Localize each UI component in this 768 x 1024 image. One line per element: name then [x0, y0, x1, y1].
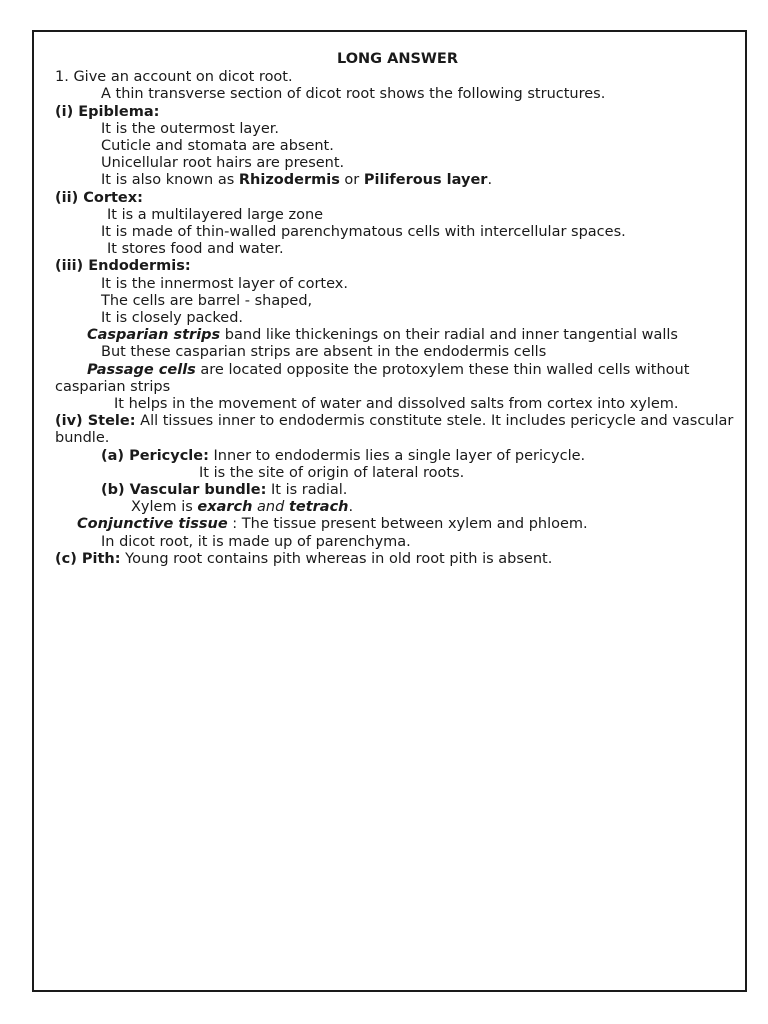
endodermis-line-3: It is closely packed.: [101, 310, 244, 327]
vascular-bundle-line: [55, 482, 740, 499]
epiblema-l4-pre: It is also known as: [101, 172, 239, 189]
tetrach-term: tetrach: [288, 499, 349, 516]
passage-rest: are located opposite the protoxylem these thin walled cells without casparian strips: [55, 361, 690, 395]
helps-line: It helps in the movement of water and dissolved salts from cortex into xylem.: [114, 396, 679, 413]
xylem-line: [55, 499, 740, 516]
stele-text: All tissues inner to endodermis constitute stele. It includes pericycle and vascular bundle.: [55, 413, 734, 447]
casparian-absent-line: But these casparian strips are absent in the endodermis cells: [101, 344, 547, 361]
cortex-line-1: It is a multilayered large zone: [107, 206, 324, 223]
stele-line: [55, 413, 740, 447]
endodermis-heading: (iii) Endodermis:: [55, 258, 191, 275]
epiblema-heading: (i) Epiblema:: [55, 103, 160, 120]
intro-line: A thin transverse section of dicot root shows the following structures.: [101, 86, 606, 103]
document-body: [55, 51, 740, 568]
pericycle-heading: (a) Pericycle:: [101, 447, 209, 464]
pith-heading: (c) Pith:: [55, 550, 121, 567]
conjunctive-rest: : The tissue present between xylem and phloem.: [227, 516, 588, 533]
pith-line: [55, 551, 740, 568]
epiblema-l4-mid: or: [339, 172, 364, 189]
epiblema-line-2: Cuticle and stomata are absent.: [101, 138, 334, 155]
cortex-line-3: It stores food and water.: [107, 241, 284, 258]
pericycle-line-2: It is the site of origin of lateral roots.: [199, 464, 465, 481]
question-line: 1. Give an account on dicot root.: [55, 69, 293, 86]
casparian-rest: band like thickenings on their radial and inner tangential walls: [220, 327, 678, 344]
stele-heading: (iv) Stele:: [55, 413, 136, 430]
epiblema-line-3: Unicellular root hairs are present.: [101, 155, 345, 172]
rhizodermis-term: Rhizodermis: [238, 172, 340, 189]
pericycle-line: [55, 448, 740, 465]
xylem-and: and: [252, 499, 289, 516]
vascular-bundle-heading: (b) Vascular bundle:: [101, 482, 267, 499]
xylem-post: .: [348, 499, 354, 516]
conjunctive-term: Conjunctive tissue: [77, 516, 228, 533]
epiblema-line-4: [55, 172, 740, 189]
casparian-line: [55, 327, 740, 344]
xylem-pre: Xylem is: [131, 499, 198, 516]
vascular-bundle-text: It is radial.: [266, 482, 348, 499]
cortex-line-2: It is made of thin-walled parenchymatous cells with intercellular spaces.: [101, 224, 626, 241]
epiblema-line-1: It is the outermost layer.: [101, 120, 280, 137]
epiblema-l4-post: .: [487, 172, 493, 189]
pericycle-text: Inner to endodermis lies a single layer of pericycle.: [208, 447, 586, 464]
endodermis-line-1: It is the innermost layer of cortex.: [101, 275, 348, 292]
conjunctive-line: [55, 516, 740, 533]
pith-text: Young root contains pith whereas in old root pith is absent.: [120, 550, 553, 567]
page-title: LONG ANSWER: [337, 51, 458, 67]
conjunctive-line-2: In dicot root, it is made up of parenchyma.: [101, 533, 411, 550]
cortex-heading: (ii) Cortex:: [55, 189, 143, 206]
exarch-term: exarch: [197, 499, 253, 516]
passage-term: Passage cells: [87, 361, 196, 378]
casparian-term: Casparian strips: [87, 327, 221, 344]
passage-line: [55, 362, 740, 396]
endodermis-line-2: The cells are barrel - shaped,: [101, 292, 313, 309]
piliferous-term: Piliferous layer: [363, 172, 488, 189]
